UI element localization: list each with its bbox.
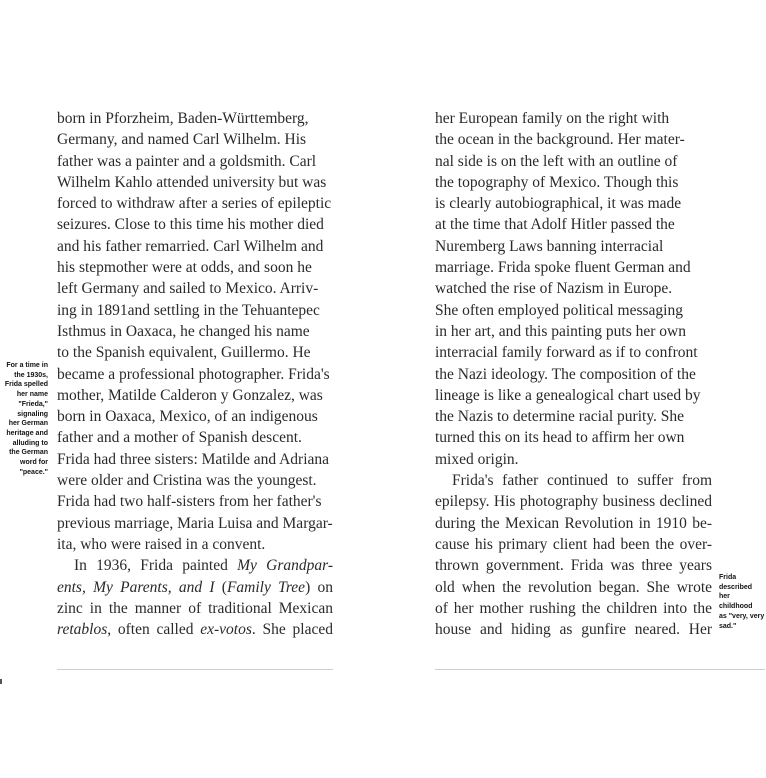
text-line: is clearly autobiographical, it was made bbox=[435, 195, 682, 213]
p2-line2-end: ) on bbox=[305, 578, 333, 596]
sidenote-line: sad." bbox=[719, 622, 737, 630]
sidenote-frieda bbox=[0, 361, 48, 477]
text-line: her European family on the right with bbox=[435, 110, 670, 127]
text-line: She often employed political messaging bbox=[435, 301, 683, 319]
sidenote-line: the German bbox=[9, 449, 48, 457]
sidenote-line: her German bbox=[8, 420, 48, 428]
text-line: Frida's father continued to suffer from bbox=[452, 472, 712, 490]
p2-line4-mid: , often called bbox=[107, 621, 201, 639]
painting-title-part-a: My Grandpar- bbox=[237, 557, 333, 575]
footer-rule-right bbox=[435, 669, 765, 670]
sidenote-line: word for bbox=[20, 459, 48, 467]
right-paragraph-1 bbox=[435, 108, 712, 470]
text-line: born in Oaxaca, Mexico, of an indigenous bbox=[57, 408, 318, 426]
left-paragraph-1 bbox=[57, 108, 333, 555]
painting-title-part-b: ents, My Parents, and I bbox=[57, 578, 215, 596]
text-line: the Nazi ideology. The composition of the bbox=[435, 365, 696, 383]
text-line: the topography of Mexico. Though this bbox=[435, 173, 679, 191]
right-paragraph-2 bbox=[435, 470, 712, 640]
text-line: old when the revolution began. She wrote bbox=[435, 578, 712, 596]
page-edge-mark bbox=[0, 679, 2, 684]
text-line: seizures. Close to this time his mother died bbox=[57, 216, 324, 234]
text-line: the Nazis to determine racial purity. She bbox=[435, 408, 685, 426]
text-line: were older and Cristina was the youngest. bbox=[57, 472, 317, 490]
text-line: Frida had three sisters: Matilde and Adriana bbox=[57, 450, 330, 468]
sidenote-line: heritage and bbox=[6, 429, 48, 437]
text-line: nal side is on the left with an outline of bbox=[435, 152, 678, 170]
sidenote-line: described bbox=[719, 583, 753, 591]
text-line: forced to withdraw after a series of epileptic bbox=[57, 195, 332, 213]
text-line: thrown government. Frida was three years bbox=[435, 557, 712, 575]
text-line: during the Mexican Revolution in 1910 be- bbox=[435, 514, 712, 532]
text-line: interracial family forward as if to confront bbox=[435, 344, 698, 362]
text-line: marriage. Frida spoke fluent German and bbox=[435, 259, 691, 277]
sidenote-childhood bbox=[719, 573, 766, 631]
left-text-column bbox=[57, 108, 333, 640]
text-line: born in Pforzheim, Baden-Württemberg, bbox=[57, 110, 309, 127]
text-line: mother, Matilde Calderon y Gonzalez, was bbox=[57, 386, 323, 404]
text-line: Frida had two half-sisters from her father's bbox=[57, 493, 322, 511]
sidenote-line: childhood bbox=[719, 603, 753, 611]
sidenote-line: alluding to bbox=[12, 439, 48, 447]
text-line: father and a mother of Spanish descent. bbox=[57, 429, 302, 447]
sidenote-line: "peace." bbox=[19, 468, 48, 476]
text-line: in her art, and this painting puts her own bbox=[435, 322, 686, 340]
text-line: epilepsy. His photography business declined bbox=[435, 493, 712, 511]
text-line: Nuremberg Laws banning interracial bbox=[435, 237, 664, 255]
text-line: the ocean in the background. Her mater- bbox=[435, 131, 685, 149]
p2-line3: zinc in the manner of traditional Mexican bbox=[57, 599, 333, 617]
p2-line1: In 1936, Frida painted bbox=[74, 557, 238, 575]
painting-subtitle: Family Tree bbox=[226, 578, 306, 596]
text-line: house and hiding as gunfire neared. Her bbox=[435, 621, 712, 639]
text-line: ita, who were raised in a convent. bbox=[57, 535, 266, 553]
text-line: at the time that Adolf Hitler passed the bbox=[435, 216, 675, 234]
text-line: and his father remarried. Carl Wilhelm and bbox=[57, 237, 324, 255]
text-line: his stepmother were at odds, and soon he bbox=[57, 259, 312, 277]
footer-rule-left bbox=[57, 669, 333, 670]
text-line: Isthmus in Oaxaca, he changed his name bbox=[57, 322, 310, 340]
sidenote-line: "Frieda," bbox=[18, 400, 48, 408]
p2-line4-end: . She placed bbox=[251, 621, 333, 639]
term-retablos: retablos bbox=[57, 621, 108, 639]
text-line: left Germany and sailed to Mexico. Arriv- bbox=[57, 280, 319, 298]
text-line: ing in 1891and settling in the Tehuantepec bbox=[57, 301, 320, 319]
text-line: turned this on its head to affirm her own bbox=[435, 429, 685, 447]
sidenote-line: her name bbox=[16, 391, 48, 399]
sidenote-line: Frida bbox=[719, 574, 737, 581]
sidenote-line: Frida spelled bbox=[4, 381, 48, 389]
p2-paren-open: ( bbox=[214, 578, 227, 596]
text-line: to the Spanish equivalent, Guillermo. He bbox=[57, 344, 311, 362]
term-ex-votos: ex-votos bbox=[200, 621, 252, 639]
sidenote-line: as "very, very bbox=[719, 612, 765, 620]
text-line: watched the rise of Nazism in Europe. bbox=[435, 280, 673, 298]
sidenote-line: the 1930s, bbox=[14, 371, 48, 379]
text-line: cause his primary client had been the over- bbox=[435, 535, 712, 553]
text-line: Wilhelm Kahlo attended university but was bbox=[57, 173, 327, 191]
right-text-column bbox=[435, 108, 712, 640]
text-line: lineage is like a genealogical chart used by bbox=[435, 386, 701, 404]
text-line: previous marriage, Maria Luisa and Margar- bbox=[57, 514, 333, 532]
text-line: Germany, and named Carl Wilhelm. His bbox=[57, 131, 307, 149]
text-line: became a professional photographer. Frida's bbox=[57, 365, 330, 383]
left-paragraph-2 bbox=[57, 555, 333, 640]
sidenote-line: her bbox=[719, 593, 730, 601]
sidenote-line: For a time in bbox=[6, 362, 48, 369]
sidenote-line: signaling bbox=[17, 410, 48, 418]
text-line: father was a painter and a goldsmith. Carl bbox=[57, 152, 317, 170]
text-line: of her mother rushing the children into the bbox=[435, 599, 712, 617]
text-line: mixed origin. bbox=[435, 450, 519, 468]
